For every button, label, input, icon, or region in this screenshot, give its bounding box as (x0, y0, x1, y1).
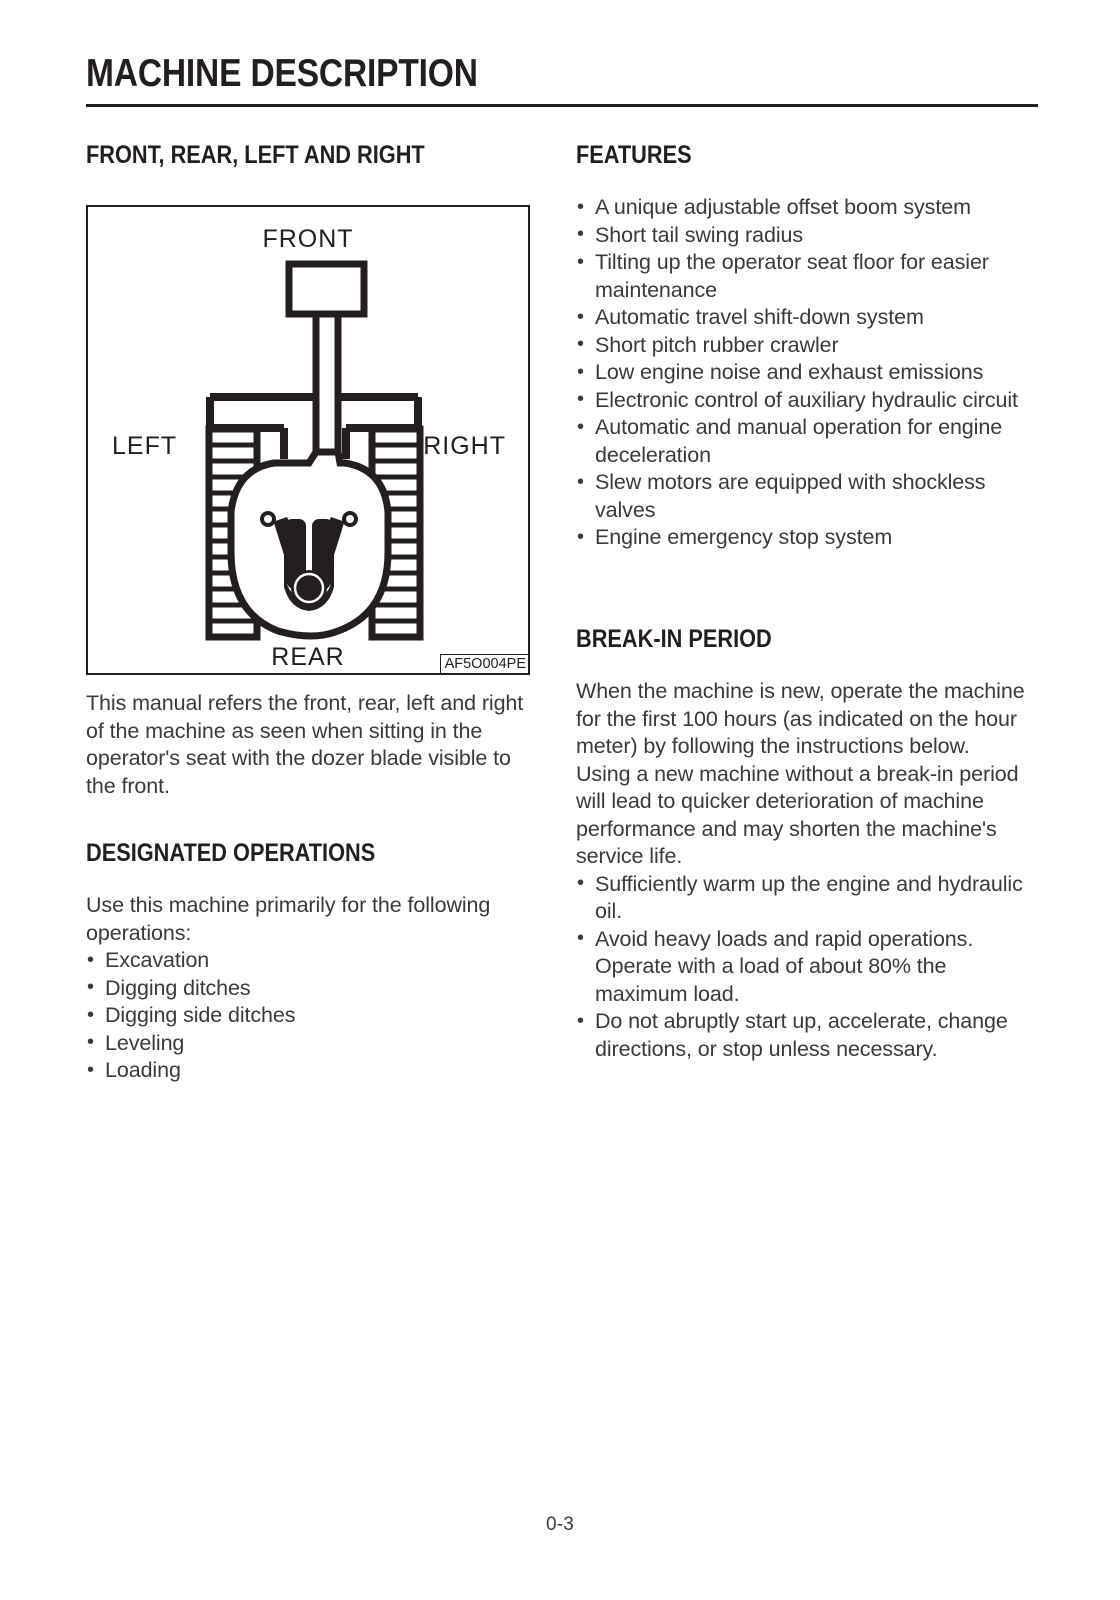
page-header (86, 52, 1038, 96)
section-heading-designated-operations: DESIGNATED OPERATIONS (86, 839, 376, 867)
list-item: • Electronic control of auxiliary hydraulic circuit (576, 387, 1042, 415)
figure-label-front: FRONT (262, 225, 354, 253)
section-heading-orientation: FRONT, REAR, LEFT AND RIGHT (86, 141, 425, 169)
figure-caption-block (86, 690, 534, 800)
list-item: • Do not abruptly start up, accelerate, change directions, or stop unless necessary. (576, 1008, 1042, 1063)
designated-operations-intro: Use this machine primarily for the following operations: (86, 893, 491, 945)
list-item: • Leveling (86, 1030, 534, 1058)
page-title: MACHINE DESCRIPTION (86, 52, 478, 95)
section-features (576, 140, 1042, 552)
break-in-list (576, 871, 1042, 1064)
dozer-blade-shape (289, 264, 364, 314)
list-item: • Engine emergency stop system (576, 524, 1042, 552)
list-item: • Tilting up the operator seat floor for easier maintenance (576, 249, 1042, 304)
page-footer (0, 1514, 1120, 1536)
features-list (576, 194, 1042, 552)
list-item: • Low engine noise and exhaust emissions (576, 359, 1042, 387)
list-item: • Sufficiently warm up the engine and hydraulic oil. (576, 871, 1042, 926)
header-divider (86, 104, 1038, 107)
list-item: • Short pitch rubber crawler (576, 332, 1042, 360)
section-heading-features: FEATURES (576, 141, 692, 169)
excavator-top-view-diagram (88, 207, 528, 673)
list-item: • Slew motors are equipped with shockless valves (576, 469, 1042, 524)
list-item: • Automatic travel shift-down system (576, 304, 1042, 332)
list-item: • Avoid heavy loads and rapid operations. Operate with a load of about 80% the maximum load. (576, 926, 1042, 1009)
figure-label-rear: REAR (271, 643, 345, 671)
break-in-paragraph-1: When the machine is new, operate the machine for the first 100 hours (as indicated on the hour meter) by following the instructions below. (576, 679, 1025, 758)
designated-operations-list (86, 947, 534, 1085)
section-heading-break-in-period: BREAK-IN PERIOD (576, 625, 772, 653)
list-item: • Excavation (86, 947, 534, 975)
page-number: 0-3 (545, 1514, 575, 1535)
figure-code-label: AF5O004PE (440, 654, 528, 673)
break-in-paragraph-2: Using a new machine without a break-in period will lead to quicker deterioration of machine performance and may shorten the machine's service life. (576, 761, 1019, 868)
list-item: • Automatic and manual operation for engine deceleration (576, 414, 1042, 469)
list-item: • A unique adjustable offset boom system (576, 194, 1042, 222)
list-item: • Short tail swing radius (576, 222, 1042, 250)
section-break-in-period (576, 624, 1042, 1063)
section-designated-operations (86, 838, 534, 1085)
list-item: • Digging ditches (86, 975, 534, 1003)
figure-label-right: RIGHT (423, 432, 506, 460)
machine-orientation-figure (86, 205, 530, 675)
left-column (86, 140, 534, 176)
list-item: • Loading (86, 1057, 534, 1085)
figure-caption-text: This manual refers the front, rear, left and right of the machine as seen when sitting in the operator's seat with the dozer blade visible to the front. (86, 691, 524, 798)
list-item: • Digging side ditches (86, 1002, 534, 1030)
figure-label-left: LEFT (112, 432, 178, 460)
